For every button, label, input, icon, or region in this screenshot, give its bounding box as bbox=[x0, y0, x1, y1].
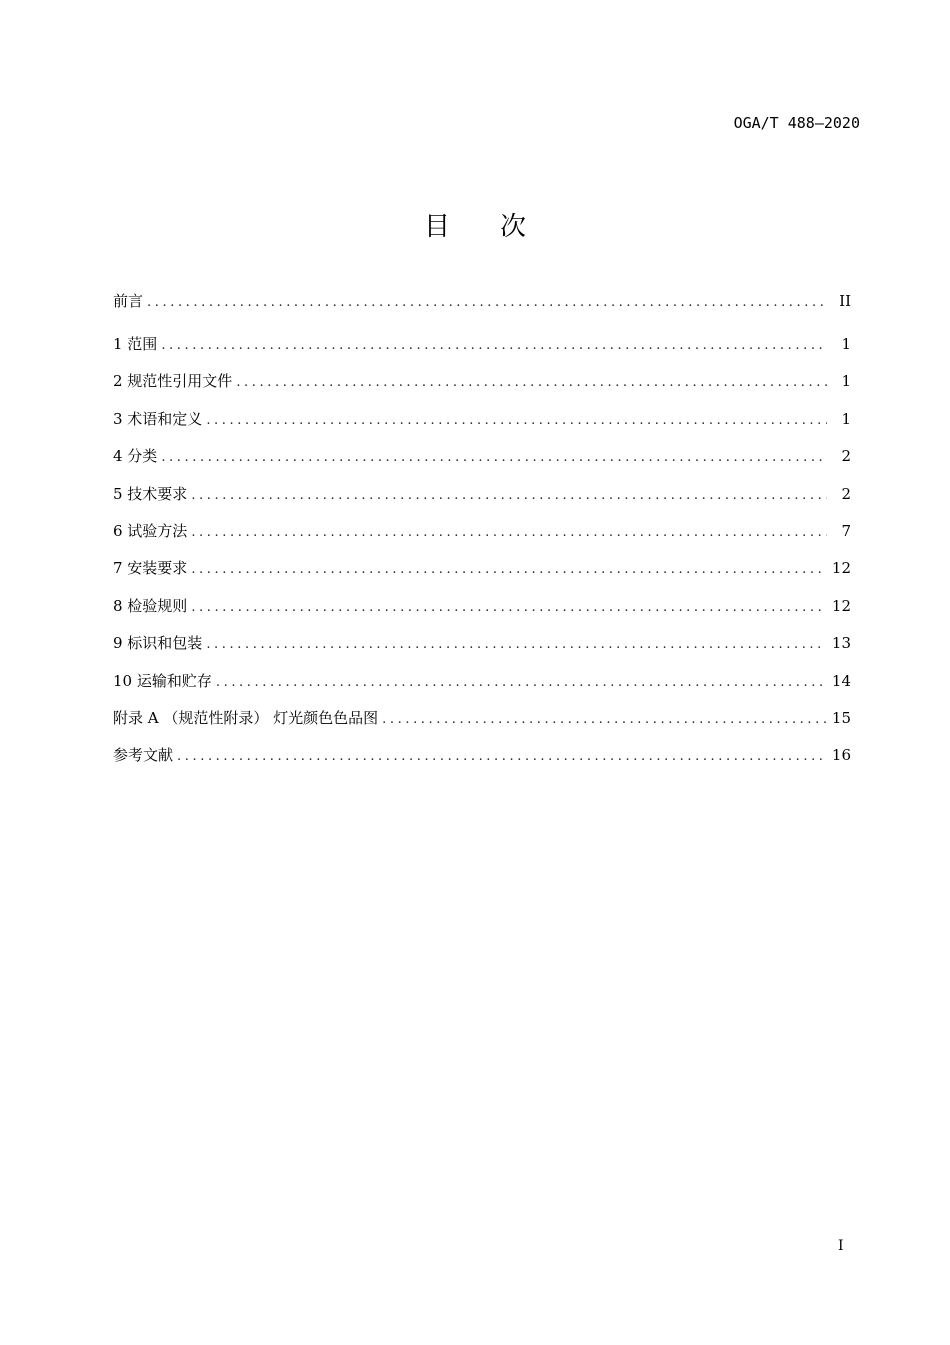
toc-entry-bibliography[interactable] bbox=[113, 744, 851, 781]
toc-entry-page: 2 bbox=[841, 484, 851, 503]
toc-entry-page: 12 bbox=[831, 596, 851, 615]
toc-dot-leader bbox=[206, 637, 826, 652]
toc-entry-page: 13 bbox=[831, 634, 851, 653]
toc-entry-label: 9 标识和包装 bbox=[113, 634, 203, 653]
page-number: I bbox=[838, 1238, 844, 1254]
page-title: 目次 bbox=[423, 212, 576, 242]
toc-dot-leader bbox=[216, 675, 826, 690]
toc-dot-leader bbox=[382, 712, 826, 727]
toc-entry-page: 7 bbox=[841, 521, 851, 540]
toc-entry-label: 1 范围 bbox=[113, 335, 158, 353]
toc-entry-appendix-a[interactable] bbox=[113, 707, 851, 744]
toc-entry-page: 1 bbox=[841, 372, 851, 391]
toc-entry-label: 4 分类 bbox=[113, 447, 158, 466]
toc-entry-page: 1 bbox=[841, 409, 851, 428]
toc-dot-leader bbox=[191, 488, 827, 503]
toc-entry-installation-requirements[interactable] bbox=[113, 557, 851, 594]
toc-entry-label: 2 规范性引用文件 bbox=[113, 372, 233, 391]
toc-entry-page: 2 bbox=[841, 447, 851, 466]
toc-entry-page: 16 bbox=[831, 746, 851, 765]
toc-entry-label: 前言 bbox=[113, 292, 144, 310]
toc-entry-technical-requirements[interactable] bbox=[113, 483, 851, 520]
toc-entry-label: 10 运输和贮存 bbox=[113, 671, 212, 690]
toc-entry-label: 8 检验规则 bbox=[113, 596, 188, 615]
toc-entry-label: 3 术语和定义 bbox=[113, 409, 203, 428]
toc-entry-scope[interactable] bbox=[113, 333, 851, 370]
toc-entry-terms-definitions[interactable] bbox=[113, 408, 851, 445]
toc-entry-label: 6 试验方法 bbox=[113, 521, 188, 540]
toc-entry-test-methods[interactable] bbox=[113, 520, 851, 557]
toc-entry-page: II bbox=[839, 292, 851, 310]
toc-entry-inspection-rules[interactable] bbox=[113, 595, 851, 632]
toc-dot-leader bbox=[191, 525, 827, 540]
toc-dot-leader bbox=[206, 413, 827, 428]
toc-entry-label: 参考文献 bbox=[113, 746, 174, 765]
toc-dot-leader bbox=[161, 338, 827, 353]
toc-dot-leader bbox=[236, 375, 827, 390]
toc-dot-leader bbox=[191, 562, 826, 577]
toc-entry-classification[interactable] bbox=[113, 445, 851, 482]
toc-entry-label: 附录 A （规范性附录） 灯光颜色色品图 bbox=[113, 708, 379, 727]
toc-entry-page: 14 bbox=[831, 671, 851, 690]
toc-dot-leader bbox=[161, 450, 827, 465]
table-of-contents bbox=[113, 290, 851, 782]
toc-entry-label: 7 安装要求 bbox=[113, 559, 188, 578]
toc-dot-leader bbox=[191, 600, 826, 615]
toc-entry-marking-packaging[interactable] bbox=[113, 632, 851, 669]
toc-dot-leader bbox=[147, 295, 827, 310]
document-code: OGA/T 488—2020 bbox=[733, 114, 860, 132]
toc-entry-transport-storage[interactable] bbox=[113, 670, 851, 707]
toc-dot-leader bbox=[177, 749, 826, 764]
toc-entry-page: 12 bbox=[831, 559, 851, 578]
toc-entry-foreword[interactable] bbox=[113, 290, 851, 333]
toc-entry-normative-references[interactable] bbox=[113, 370, 851, 407]
toc-entry-page: 15 bbox=[831, 708, 851, 727]
toc-entry-label: 5 技术要求 bbox=[113, 484, 188, 503]
toc-entry-page: 1 bbox=[841, 335, 851, 353]
